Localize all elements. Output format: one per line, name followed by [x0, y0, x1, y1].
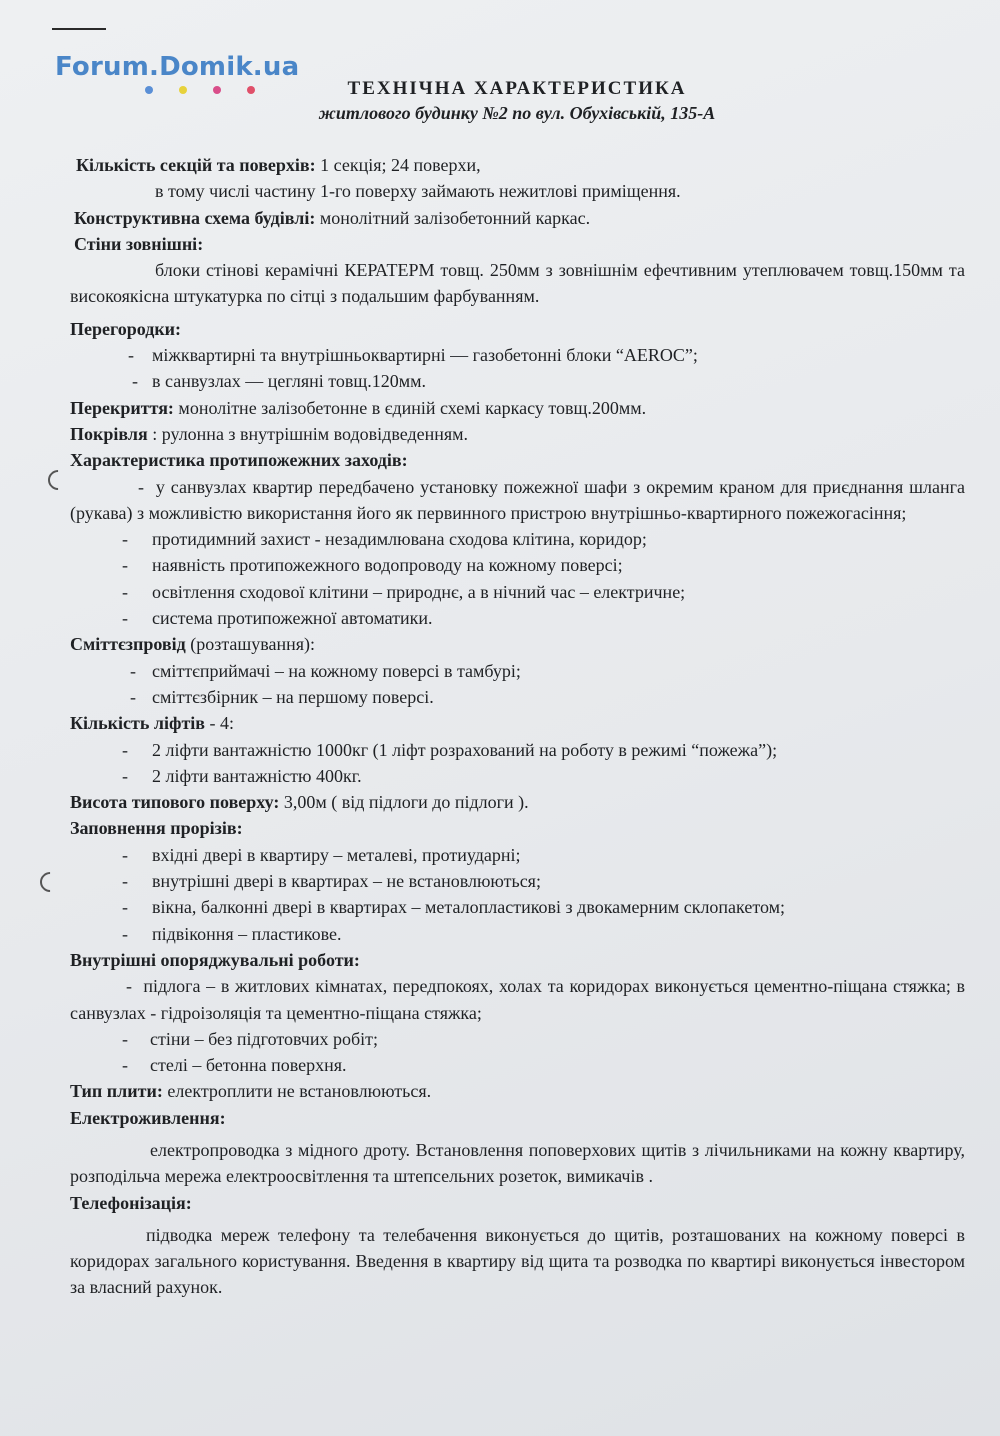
list-item: [70, 737, 965, 763]
list-item-text: внутрішні двері в квартирах – не встановлюються;: [152, 871, 541, 892]
section-walls-label: Стіни зовнішні:: [74, 233, 204, 254]
list-item-text: наявність протипожежного водопроводу на кожному поверсі;: [152, 555, 623, 576]
list-item: [70, 763, 965, 789]
bullet: -: [122, 871, 128, 892]
bullet: -: [128, 345, 134, 366]
section-walls-text: блоки стінові керамічні КЕРАТЕРМ товщ. 250мм з зовнішнім ефечтивним утеплювачем товщ.150мм та високоякісна штукатурка по сітці з подальшим фарбуванням.: [70, 260, 965, 307]
list-item-text: 2 ліфти вантажністю 1000кг (1 ліфт розрахований на роботу в режимі “пожежа”);: [152, 739, 778, 760]
list-item-text: у санвузлах квартир передбачено установку пожежної шафи з окремим краном для приєднання шланга (рукава) з можливістю використання його як первинного пристрою внутрішньо-квартирного пожежогасіння;: [70, 476, 965, 523]
bullet: -: [130, 660, 136, 681]
list-item: [70, 658, 965, 684]
section-label: Тип плити:: [70, 1081, 163, 1102]
bullet: -: [122, 555, 128, 576]
list-item: [70, 921, 965, 947]
list-item-text: сміттєзбірник – на першому поверсі.: [152, 686, 434, 707]
section-floors: [70, 152, 965, 178]
section-fire-first: [70, 474, 965, 527]
section-value: 3,00м ( від підлоги до підлоги ).: [279, 792, 529, 813]
section-value: монолітний залізобетонний каркас.: [315, 207, 591, 228]
list-item-text: вхідні двері в квартиру – металеві, протиударні;: [152, 844, 521, 865]
section-label: Покрівля: [70, 423, 148, 444]
list-item: [70, 552, 965, 578]
list-item-text: підвіконня – пластикове.: [152, 923, 342, 944]
section-power-text: електропроводка з мідного дроту. Встановлення поповерхових щитів з лічильниками на кожну квартиру, розподільча мережа електроосвітлення та штепсельних розеток, вимикачів .: [70, 1139, 965, 1187]
section-finishing-label: Внутрішні опоряджувальні роботи:: [70, 949, 360, 970]
section-finishing-first: [70, 973, 965, 1026]
document-body: [70, 152, 965, 1301]
document-subtitle: житлового будинку №2 по вул. Обухівській, 135-А: [318, 103, 716, 123]
list-item-text: вікна, балконні двері в квартирах – металопластикові з двокамерним склопакетом;: [152, 897, 786, 918]
section-value: 1 секція; 24 поверхи,: [315, 155, 481, 175]
list-item-text: протидимний захист - незадимлювана сходова клітина, коридор;: [152, 529, 647, 550]
section-label: Кількість ліфтів: [70, 713, 206, 734]
bullet: -: [122, 1028, 128, 1049]
section-label: Сміттєзпровід: [70, 634, 186, 655]
section-overlap: [70, 395, 965, 421]
document-title: ТЕХНІЧНА ХАРАКТЕРИСТИКА: [347, 78, 687, 99]
section-height: [70, 789, 965, 815]
bullet: -: [138, 476, 144, 497]
section-power-label: Електроживлення:: [70, 1107, 226, 1128]
list-item-text: в санвузлах — цегляні товщ.120мм.: [152, 371, 427, 392]
list-item: [70, 605, 965, 631]
document-header: [0, 78, 1000, 124]
top-rule: [52, 28, 106, 30]
list-item: [70, 842, 965, 868]
punch-hole-mark: [44, 466, 72, 494]
list-item-text: стелі – бетонна поверхня.: [150, 1055, 347, 1076]
section-scheme: [70, 205, 965, 231]
list-item: [70, 526, 965, 552]
section-value: монолітне залізобетонне в єдиній схемі каркасу товщ.200мм.: [173, 397, 647, 418]
list-item: [70, 579, 965, 605]
watermark-text: Forum.Domik.ua: [55, 52, 300, 82]
list-item: [70, 684, 965, 710]
list-item-text: сміттєприймачі – на кожному поверсі в тамбурі;: [152, 660, 521, 681]
section-label: Висота типового поверху:: [70, 792, 280, 813]
section-phone-label: Телефонізація:: [70, 1192, 192, 1213]
list-item-text: система протипожежної автоматики.: [152, 608, 433, 629]
section-value: (розташування):: [185, 634, 316, 655]
list-item-text: освітлення сходової клітини – природнє, а в нічний час – електричне;: [152, 581, 686, 602]
section-lifts: [70, 710, 965, 736]
section-roof: [70, 421, 965, 447]
bullet: -: [122, 581, 128, 602]
bullet: -: [122, 739, 128, 760]
bullet: -: [122, 1055, 128, 1076]
bullet: -: [122, 923, 128, 944]
section-partitions-label: Перегородки:: [70, 318, 182, 339]
list-item-text: підлога – в житлових кімнатах, передпокоях, холах та коридорах виконується цементно-піщана стяжка; в санвузлах - гідроізоляція та цементно-піщана стяжка;: [70, 976, 965, 1023]
bullet: -: [122, 897, 128, 918]
section-stove: [70, 1078, 965, 1104]
bullet: -: [132, 371, 138, 392]
section-garbage: [70, 631, 965, 657]
list-item: [70, 368, 965, 394]
list-item-text: 2 ліфти вантажністю 400кг.: [152, 765, 362, 786]
bullet: -: [122, 529, 128, 550]
section-phone-text: підводка мереж телефону та телебачення виконується до щитів, розташованих на кожному поверсі в коридорах загального користування. Введення в квартиру від щита та розводка по квартирі виконується інвестором за власний рахунок.: [70, 1224, 965, 1298]
section-value: - 4:: [205, 713, 235, 734]
section-floors-cont: в тому числі частину 1-го поверху займають нежитлові приміщення.: [155, 181, 681, 202]
bullet: -: [122, 608, 128, 629]
bullet: -: [126, 976, 132, 997]
list-item: [70, 894, 965, 920]
list-item-text: міжквартирні та внутрішньоквартирні — газобетонні блоки “AEROC”;: [152, 345, 698, 366]
list-item: [70, 342, 965, 368]
bullet: -: [122, 765, 128, 786]
bullet: -: [122, 844, 128, 865]
section-label: Конструктивна схема будівлі:: [74, 207, 316, 228]
section-openings-label: Заповнення прорізів:: [70, 818, 243, 839]
section-label: Кількість секцій та поверхів:: [76, 155, 316, 175]
section-fire-label: Характеристика протипожежних заходів:: [70, 450, 408, 471]
list-item: [70, 1026, 965, 1052]
punch-hole-mark: [36, 868, 64, 896]
list-item-text: стіни – без підготовчих робіт;: [150, 1028, 379, 1049]
list-item: [70, 1052, 965, 1078]
list-item: [70, 868, 965, 894]
bullet: -: [130, 686, 136, 707]
section-value: : рулонна з внутрішнім водовідведенням.: [147, 423, 469, 444]
section-value: електроплити не встановлюються.: [162, 1081, 432, 1102]
section-label: Перекриття:: [70, 397, 174, 418]
